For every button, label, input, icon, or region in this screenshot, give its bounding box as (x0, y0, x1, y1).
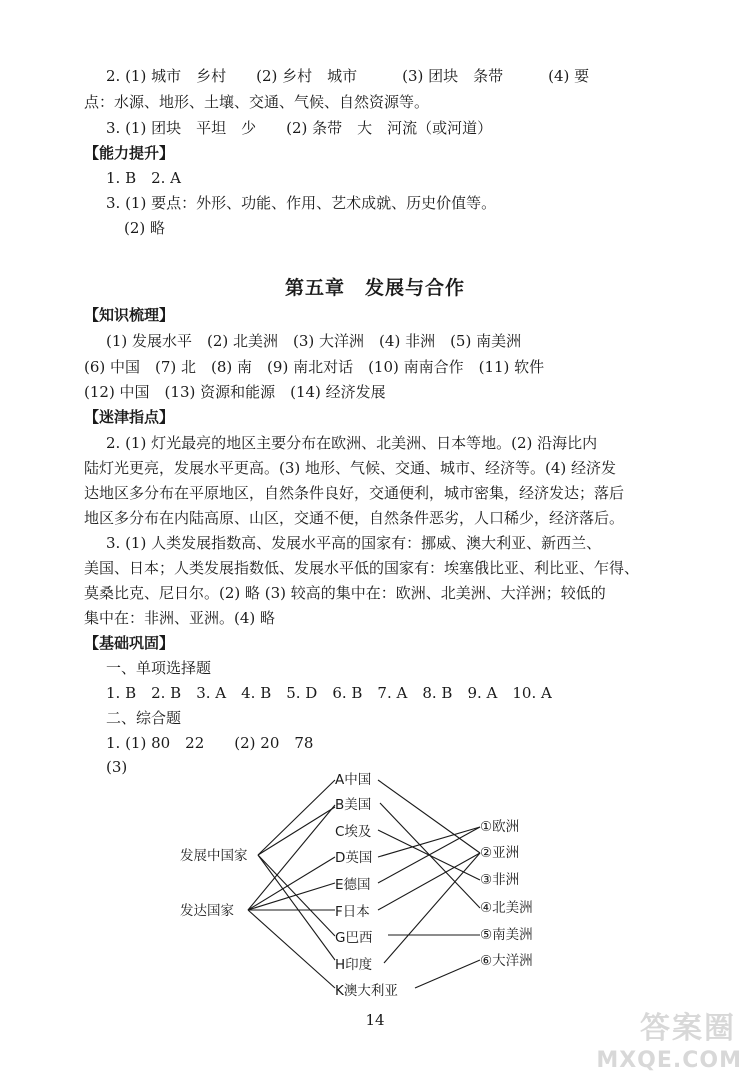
country-australia: K澳大利亚 (335, 983, 398, 999)
link-australia-oceania (415, 960, 480, 988)
answer-line-2: 2. (1) 城市 乡村 (2) 乡村 城市 (3) 团块 条带 (4) 要 (106, 67, 590, 85)
ability-line-2: 3. (1) 要点：外形、功能、作用、艺术成就、历史价值等。 (106, 194, 497, 212)
guide-line-4: 地区多分布在内陆高原、山区，交通不便，自然条件恶劣，人口稀少，经济落后。 (84, 509, 625, 527)
q1-part3-label: (3) (106, 758, 128, 776)
ability-line-1: 1. B 2. A (106, 169, 182, 187)
link-developing-china (258, 780, 335, 855)
country-japan: F日本 (335, 904, 370, 920)
continent-north-america: ④北美洲 (480, 900, 533, 916)
country-china: A中国 (335, 772, 372, 788)
continent-oceania: ⑥大洋洲 (480, 953, 533, 969)
page-number: 14 (365, 1011, 385, 1029)
link-developed-germany (248, 883, 335, 910)
link-developing-india (258, 855, 335, 960)
link-developed-uk (248, 857, 335, 910)
watermark-logo (596, 1003, 742, 1073)
country-germany: E德国 (335, 877, 371, 893)
ability-line-3: (2) 略 (124, 219, 166, 237)
link-india-asia (384, 853, 480, 963)
country-uk: D英国 (335, 850, 373, 866)
comprehensive-heading: 二、综合题 (106, 709, 182, 727)
guide-line-6: 美国、日本；人类发展指数低、发展水平低的国家有：埃塞俄比亚、利比亚、乍得、 (84, 559, 640, 577)
knowledge-line-2: (6) 中国 (7) 北 (8) 南 (9) 南北对话 (10) 南南合作 (11) 软件 (84, 358, 545, 376)
group-developed: 发达国家 (180, 903, 234, 919)
q1-answer: 1. (1) 80 22 (2) 20 78 (106, 734, 314, 752)
continent-africa: ③非洲 (480, 872, 520, 888)
single-choice-heading: 一、单项选择题 (106, 659, 212, 677)
link-japan-asia (378, 853, 480, 910)
continent-south-america: ⑤南美洲 (480, 927, 533, 943)
watermark-title: 答案圈 (640, 1011, 736, 1046)
link-germany-europe (378, 827, 480, 883)
link-developing-egypt (258, 807, 335, 855)
country-brazil: G巴西 (335, 930, 373, 946)
guide-line-5: 3. (1) 人类发展指数高、发展水平高的国家有：挪威、澳大利亚、新西兰、 (106, 534, 602, 552)
ability-heading: 【能力提升】 (84, 144, 175, 162)
continent-europe: ①欧洲 (480, 819, 520, 835)
guide-line-1: 2. (1) 灯光最亮的地区主要分布在欧洲、北美洲、日本等地。(2) 沿海比内 (106, 434, 598, 452)
guide-heading: 【迷津指点】 (84, 408, 175, 426)
knowledge-line-1: (1) 发展水平 (2) 北美洲 (3) 大洋洲 (4) 非洲 (5) 南美洲 (106, 332, 522, 350)
continent-asia: ②亚洲 (480, 845, 520, 861)
group-developing: 发展中国家 (180, 848, 248, 864)
country-usa: B美国 (335, 797, 372, 813)
chapter-title: 第五章 发展与合作 (284, 277, 465, 299)
knowledge-heading: 【知识梳理】 (84, 306, 175, 324)
guide-line-7: 莫桑比克、尼日尔。(2) 略 (3) 较高的集中在：欧洲、北美洲、大洋洲；较低的 (84, 584, 606, 602)
knowledge-line-3: (12) 中国 (13) 资源和能源 (14) 经济发展 (84, 383, 386, 401)
country-egypt: C埃及 (335, 824, 372, 840)
basic-heading: 【基础巩固】 (84, 634, 175, 652)
watermark-url: MXQE.COM (596, 1048, 742, 1073)
single-choice-answers: 1. B 2. B 3. A 4. B 5. D 6. B 7. A 8. B 9. A 10. A (106, 684, 552, 702)
guide-line-2: 陆灯光更亮，发展水平更高。(3) 地形、气候、交通、城市、经济等。(4) 经济发 (84, 459, 617, 477)
answer-line-2-cont: 点：水源、地形、土壤、交通、气候、自然资源等。 (84, 93, 430, 111)
guide-line-3: 达地区多分布在平原地区，自然条件良好，交通便利，城市密集，经济发达；落后 (84, 484, 625, 502)
country-india: H印度 (335, 957, 373, 973)
matching-diagram (170, 760, 560, 1010)
answer-line-3: 3. (1) 团块 平坦 少 (2) 条带 大 河流（或河道） (106, 119, 493, 137)
guide-line-8: 集中在：非洲、亚洲。(4) 略 (84, 609, 276, 627)
